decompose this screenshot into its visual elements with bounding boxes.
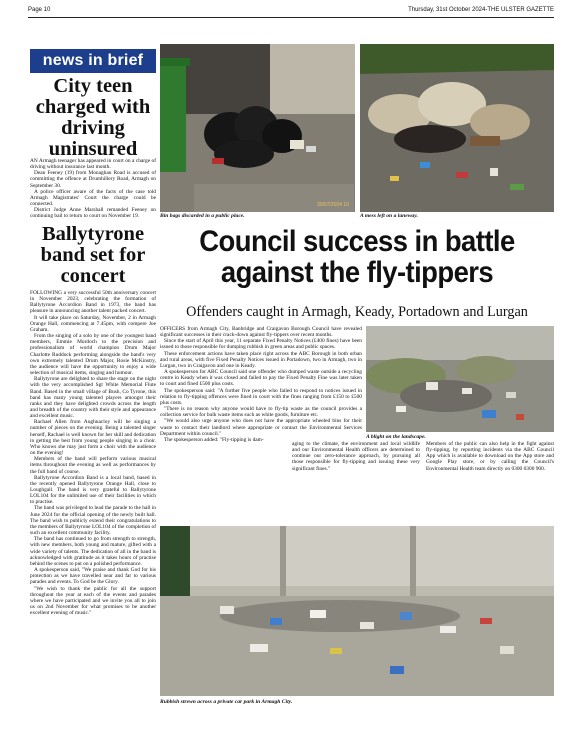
article2-paragraph: "We wish to thank the public for all the support throughout the year at each of the events and parades where we have participated and we invite you all to join us on 2nd November for what promises to be another excellent evening of music." — [30, 585, 156, 617]
article1-body — [30, 158, 156, 220]
header-rule — [28, 17, 554, 18]
main-paragraph: The spokesperson added: "Fly-tipping is dam- — [164, 436, 264, 443]
main-body-column-2 — [292, 441, 420, 521]
main-paragraph: The spokesperson said: "A further five people who failed to respond to notices issued in relation to fly-tipping offences were fined in court with the fines ranging from £150 to £500 plus costs. — [160, 387, 362, 406]
article1-paragraph: Dean Feeney (19) from Monaghan Road is accused of committing the offence at Drumhillery Road, Armagh on September 30. — [30, 170, 156, 189]
article2-paragraph: Ballytyrone are delighted to share the stage on the night with the very accomplished Sgt White Memorial Flute Band. Based in the small village of Bush, Co Tyrone, this band has many young talented players amongst their ranks and they have delighted crowds across the length and breadth of the country with their style and appearance and excellent music. — [30, 376, 156, 420]
bin-bags-caption: Bin bags discarded in a public place. — [160, 213, 245, 219]
main-paragraph: aging to the climate, the environment and local wildlife and our Environmental Health officers are determined to continue our zero-tolerance approach, by pursuing all those responsible for fly-tipping and issuing these very significant fines." — [292, 441, 420, 472]
article1-paragraph: A police officer aware of the facts of the case told Armagh Magistrates' Court the charge could be connected. — [30, 188, 156, 208]
article2-paragraph: It will take place on Saturday, November, 2 in Armagh Orange Hall, commencing at 7.45pm, with compere Joe Graham. — [30, 314, 156, 333]
main-paragraph: A spokesperson for ABC Council said one offender who dumped waste outside a recycling centre in Keady when it was closed and failed to pay the Fixed Penalty Fine was later taken to court and fined £500 plus costs. — [160, 369, 362, 388]
main-subheadline: Offenders caught in Armagh, Keady, Portadown and Lurgan — [186, 304, 528, 320]
main-paragraph: Since the start of April this year, 11 separate Fixed Penalty Notices (£400 fines) have been issued to those responsible for dumping rubbish in green areas and public spaces. — [160, 338, 362, 351]
landscape-caption: A blight on the landscape. — [366, 434, 426, 440]
laneway-photo — [360, 44, 554, 212]
article2-paragraph: The band has continued to go from strength to strength, with new members, both young and mature, gifted with a wide variety of talents. The dedication of all in the band is acknowledged with gratitude as it takes hours of practise behind the scenes to put on a polished performance. — [30, 536, 156, 567]
photo-timestamp: 30/07/2024 10 — [317, 202, 349, 208]
article1-paragraph: District Judge Anne Marshall remanded Feeney on continuing bail to return to court on November 19. — [30, 207, 156, 220]
page-header — [28, 4, 554, 16]
article1-paragraph: AN Armagh teenager has appeared in court on a charge of driving without insurance last month. — [30, 158, 156, 171]
laneway-caption: A mess left on a laneway. — [360, 213, 418, 219]
car-park-caption: Rubbish strewn across a private car park in Armagh City. — [160, 699, 293, 705]
landscape-photo-art — [366, 326, 554, 432]
article2-body — [30, 290, 156, 722]
laneway-photo-art — [360, 44, 554, 212]
bin-bags-photo-art — [160, 44, 355, 212]
article1-headline: City teen charged with driving uninsured — [35, 75, 151, 160]
main-body-column-3 — [426, 441, 554, 521]
article2-paragraph: Ballytyrone Accordion Band is a local band, based in the recently opened Ballytyrone Orange Hall, close to Loughgall. The band is very grateful to Ballytyrone LOL104 for the unlimited use of their facilities in which to practise. — [30, 474, 156, 506]
main-paragraph: "We would also urge anyone who does not have the appropriate wheeled bins for their waste to contact their landlord where appropriate or contact the Environmental Services Department within council." — [160, 418, 362, 437]
main-paragraph: These enforcement actions have taken place right across the ABC Borough in both urban and rural areas, with five Fixed Penalty Notices issued in Portadown, two in Armagh, two in Lurgan, two in Craigavon and one in Keady. — [160, 350, 362, 369]
article2-paragraph: A spokesperson said, "We praise and thank God for his protection as we have travelled near and far to various parades and events. To God be the Glory. — [30, 567, 156, 586]
date-line: Thursday, 31st October 2024-THE ULSTER GAZETTE — [408, 7, 554, 13]
article2-paragraph: Members of the band will perform various musical items throughout the evening as well as performances by the full band of course. — [30, 456, 156, 475]
article2-paragraph: FOLLOWING a very successful 50th anniversary concert in November 2023, celebrating the formation of Ballytyrone Accordion Band in 1973, the band has pleasure in announcing another talent packed concert. — [30, 290, 156, 315]
main-paragraph: Members of the public can also help in the fight against fly-tipping, by reporting incidents via the ABC Council App which is available to download on the App store and Google Play store, or by calling the Council's Environmental Health team directly on 0300 0300 900. — [426, 441, 554, 472]
news-in-brief-banner: news in brief — [30, 49, 156, 73]
article2-paragraph: Rachael Allen from Aughnacloy will be singing a number of pieces on the evening. Being a talented singer herself, Rachael is well known for her skill and dedication in getting the best from young people singing in a choir. Who knows she may just form a choir with the audience on the evening! — [30, 419, 156, 457]
car-park-photo-art — [160, 526, 554, 696]
car-park-photo — [160, 526, 554, 696]
main-paragraph: "There is no reason why anyone would have to fly-tip waste as the council provides a collection service for bulk waste items such as white goods, furniture etc. — [160, 406, 362, 419]
page-number: Page 10 — [28, 7, 51, 13]
article2-headline: Ballytyrone band set for concert — [40, 223, 146, 287]
main-paragraph: OFFICERS from Armagh City, Banbridge and Craigavon Borough Council have revealed significant successes in their crack-down against fly-tippers over recent months. — [160, 326, 362, 339]
bin-bags-photo — [160, 44, 355, 212]
article2-paragraph: The band was privileged to lead the parade to the hall in June 2024 for the official opening of the newly built hall. The band wish to publicly extend their congratulations to the members of Ballytyrone LOL104 of the completion of such an excellent community facility. — [30, 505, 156, 537]
main-headline: Council success in battle against the fly-tippers — [199, 225, 515, 289]
article2-paragraph: From the singing of a solo by one of the youngest band members, Emmie Murdoch to the precision and professionalism of world champion Drum Major Charlotte Ruddock performing alongside the band's very own extremely talented Drum Major, Rosie McKinstry, the audience will have the opportunity to enjoy a wide selection of musical items, singing and humour. — [30, 333, 156, 377]
landscape-photo — [366, 326, 554, 432]
